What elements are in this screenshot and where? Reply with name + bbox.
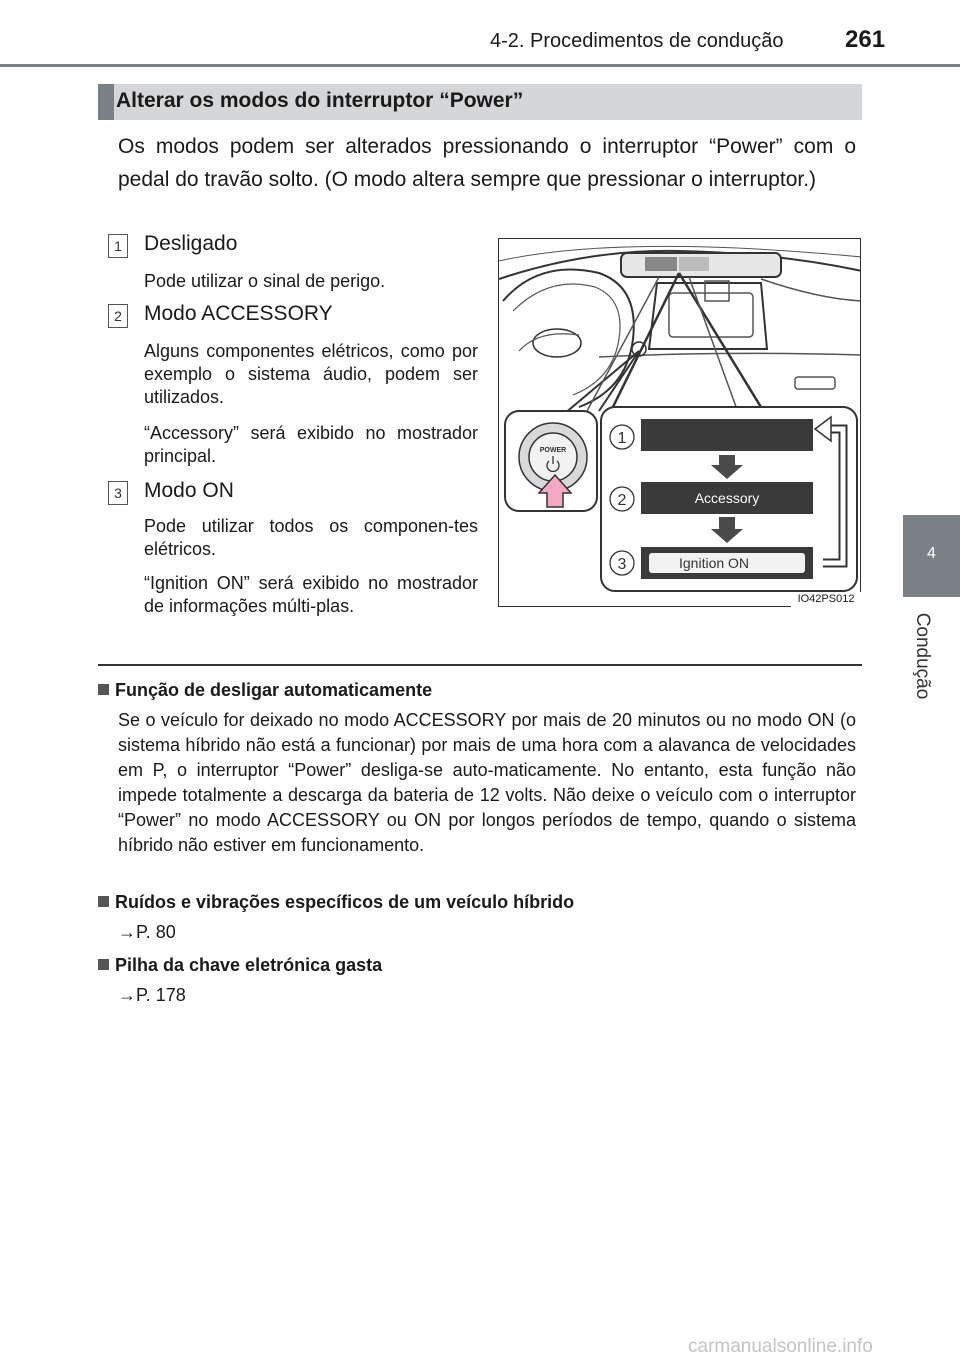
page-reference: →P. 178 [118,985,186,1005]
step-number-badge: 1 [108,234,128,258]
note-body: Se o veículo for deixado no modo ACCESSORY por mais de 20 minutos ou no modo ON (o sistema híbrido não está a funcionar) por mais de uma hora com a alavanca de velocidades em P, o interruptor “Power” desliga-se auto-maticamente. No entanto, esta função não impede totalmente a descarga da bateria de 12 volts. Não deixe o veículo com o interruptor “Power” no modo ACCESSORY ou ON por longos períodos de tempo, quando o sistema híbrido não estiver em funcionamento. [118,710,856,855]
header-rule [0,64,960,67]
mode-description: Pode utilizar todos os componen-tes elétricos. [144,516,478,559]
note-heading [98,955,382,976]
chapter-tab-label [908,606,936,706]
section-divider [98,664,862,666]
page-number: 261 [845,26,886,53]
running-header-section: 4-2. Procedimentos de condução [490,30,784,52]
step-number: 1 [617,430,627,447]
mode-description: “Ignition ON” será exibido no mostrador de informações múlti-plas. [144,573,478,616]
note-heading [98,680,432,701]
step-number: 2 [617,492,627,509]
step-number: 3 [617,556,627,573]
note-heading [98,892,574,913]
section-intro: Os modos podem ser alterados pressionando o interruptor “Power” com o pedal do travão solto. (O modo altera sempre que pressionar o interruptor.) [118,135,856,191]
section-title: Alterar os modos do interruptor “Power” [116,89,524,112]
figure-code: IO42PS012 [791,592,861,607]
chapter-tab-number: 4 [927,545,936,562]
step-number-badge: 2 [108,304,128,328]
dashboard-drawing [499,239,861,607]
site-watermark: carmanualsonline.info [688,1336,873,1357]
mode-title: Modo ACCESSORY [144,302,333,325]
chapter-tab [903,515,960,597]
note-heading-text: Ruídos e vibrações específicos de um veículo híbrido [115,892,575,912]
mode-description: Alguns componentes elétricos, como por exemplo o sistema áudio, podem ser utilizados. [144,341,478,407]
square-bullet-icon [98,896,109,907]
display-ignition-text: Ignition ON [679,555,750,571]
step-number-badge: 3 [108,481,128,505]
square-bullet-icon [98,959,109,970]
note-heading-text: Função de desligar automaticamente [115,680,433,700]
mode-title: Modo ON [144,479,234,502]
note-heading-text: Pilha da chave eletrónica gasta [115,955,383,975]
mode-description: Pode utilizar o sinal de perigo. [144,271,386,291]
chapter-tab-label-text: Condução [912,612,933,700]
mode-description: “Accessory” será exibido no mostrador principal. [144,423,478,466]
display-off-panel [641,419,813,451]
page-reference: →P. 80 [118,922,176,942]
square-bullet-icon [98,684,109,695]
power-label: POWER [539,447,567,454]
power-switch-illustration [498,238,861,607]
display-accessory-text: Accessory [694,490,760,506]
mode-title: Desligado [144,232,238,255]
